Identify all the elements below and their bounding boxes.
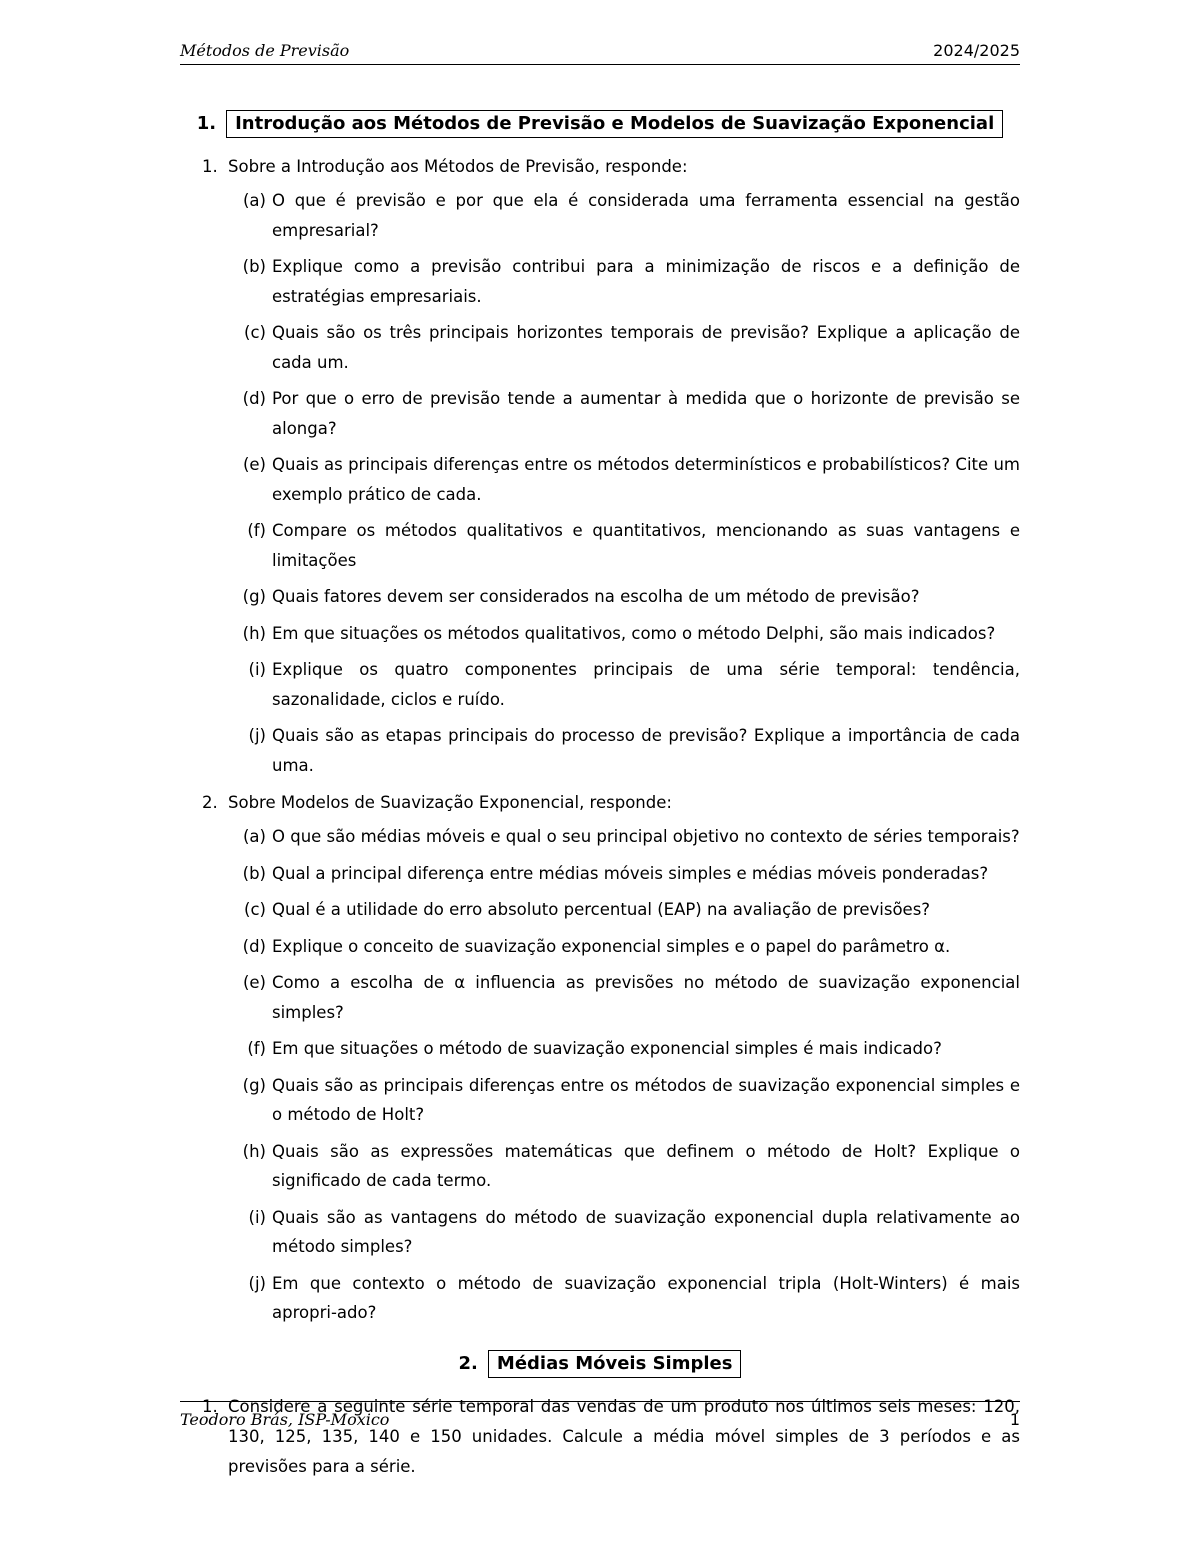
list-item <box>180 1137 1020 1196</box>
item-text: Em que situações os métodos qualitativos, como o método Delphi, são mais indicados? <box>272 623 996 643</box>
item-letter: (i) <box>248 660 266 679</box>
item-text: Em que contexto o método de suavização exponencial tripla (Holt-Winters) é mais apropri-ado? <box>272 1273 1020 1322</box>
item-text: O que é previsão e por que ela é considerada uma ferramenta essencial na gestão empresarial? <box>272 191 1020 240</box>
item-text: Por que o erro de previsão tende a aumentar à medida que o horizonte de previsão se alonga? <box>272 389 1020 438</box>
header-course-title: Métodos de Previsão <box>180 41 350 60</box>
list-item <box>180 186 1020 245</box>
section-2-title <box>180 1350 1020 1378</box>
item-text: Quais são as vantagens do método de suavização exponencial dupla relativamente ao método simples? <box>272 1207 1020 1256</box>
item-text: Explique o conceito de suavização exponencial simples e o papel do parâmetro α. <box>272 936 951 956</box>
question-1-1-items <box>180 186 1020 780</box>
section-1-number: 1. <box>196 113 217 134</box>
item-letter: (b) <box>242 863 266 883</box>
item-text: Quais são as expressões matemáticas que definem o método de Holt? Explique o significado de cada termo. <box>272 1141 1020 1190</box>
list-item <box>180 619 1020 649</box>
item-letter: (j) <box>248 1273 266 1293</box>
question-1-2 <box>180 788 1020 818</box>
section-1-heading: Introdução aos Métodos de Previsão e Modelos de Suavização Exponencial <box>226 110 1003 138</box>
item-letter: (f) <box>247 521 266 540</box>
section-1-title <box>180 110 1020 138</box>
question-number: 1. <box>202 157 218 176</box>
list-item <box>180 384 1020 443</box>
item-letter: (i) <box>248 1207 266 1227</box>
section-2-number: 2. <box>458 1352 478 1374</box>
item-letter: (c) <box>244 323 266 342</box>
running-footer <box>180 1401 1020 1429</box>
list-item <box>180 1071 1020 1130</box>
list-item <box>180 968 1020 1027</box>
item-text: Quais são as etapas principais do processo de previsão? Explique a importância de cada uma. <box>272 726 1020 775</box>
list-item <box>180 1203 1020 1262</box>
header-academic-year: 2024/2025 <box>933 41 1020 60</box>
item-letter: (a) <box>243 191 266 210</box>
item-text: O que são médias móveis e qual o seu principal objetivo no contexto de séries temporais? <box>272 827 1020 846</box>
item-text: Quais são os três principais horizontes temporais de previsão? Explique a aplicação de cada um. <box>272 323 1020 372</box>
list-item <box>180 822 1020 852</box>
item-letter: (a) <box>243 827 266 846</box>
list-item <box>180 516 1020 575</box>
question-1-1 <box>180 152 1020 182</box>
list-item <box>180 721 1020 780</box>
item-text: Quais são as principais diferenças entre os métodos de suavização exponencial simples e o método de Holt? <box>272 1075 1020 1124</box>
list-item <box>180 1034 1020 1064</box>
question-number: 2. <box>202 793 218 812</box>
question-text: Considere a seguinte série temporal das vendas de um produto nos últimos seis meses: 120, 130, 125, 135, 140 e 150 unidades. Calcule a média móvel simples de 3 períodos e as previsões para a série. <box>228 1396 1020 1476</box>
section-2-heading: Médias Móveis Simples <box>488 1350 742 1378</box>
list-item <box>180 655 1020 714</box>
item-letter: (e) <box>242 973 266 992</box>
item-letter: (d) <box>242 389 266 408</box>
list-item <box>180 450 1020 509</box>
list-item <box>180 932 1020 962</box>
list-item <box>180 582 1020 612</box>
item-letter: (f) <box>247 1039 266 1058</box>
item-letter: (d) <box>242 936 266 956</box>
item-text: Quais fatores devem ser considerados na escolha de um método de previsão? <box>272 587 920 606</box>
question-number: 1. <box>202 1396 218 1416</box>
question-text: Sobre Modelos de Suavização Exponencial, responde: <box>228 793 672 812</box>
item-letter: (e) <box>242 455 266 474</box>
list-item <box>180 859 1020 889</box>
item-text: Compare os métodos qualitativos e quantitativos, mencionando as suas vantagens e limitações <box>272 521 1020 570</box>
item-letter: (g) <box>242 1075 266 1095</box>
item-text: Explique os quatro componentes principais de uma série temporal: tendência, sazonalidade, ciclos e ruído. <box>272 660 1020 709</box>
page-number: 1 <box>1009 1410 1020 1429</box>
item-letter: (h) <box>242 623 266 643</box>
list-item <box>180 318 1020 377</box>
item-text: Em que situações o método de suavização exponencial simples é mais indicado? <box>272 1039 942 1058</box>
list-item <box>180 252 1020 311</box>
question-text: Sobre a Introdução aos Métodos de Previsão, responde: <box>228 157 688 176</box>
item-text: Explique como a previsão contribui para a minimização de riscos e a definição de estratégias empresariais. <box>272 257 1020 306</box>
running-header <box>180 36 1020 65</box>
item-text: Qual é a utilidade do erro absoluto percentual (EAP) na avaliação de previsões? <box>272 900 931 919</box>
item-text: Como a escolha de α influencia as previsões no método de suavização exponencial simples? <box>272 973 1020 1022</box>
item-letter: (g) <box>242 587 266 606</box>
footer-author: Teodoro Brás, ISP-Moxico <box>180 1410 390 1429</box>
question-1-2-items <box>180 822 1020 1328</box>
item-letter: (h) <box>242 1141 266 1161</box>
page-content <box>180 110 1020 1482</box>
list-item <box>180 1269 1020 1328</box>
item-letter: (b) <box>242 257 266 276</box>
item-letter: (c) <box>244 900 266 919</box>
list-item <box>180 895 1020 925</box>
item-letter: (j) <box>248 726 266 745</box>
item-text: Qual a principal diferença entre médias móveis simples e médias móveis ponderadas? <box>272 863 989 883</box>
item-text: Quais as principais diferenças entre os métodos determinísticos e probabilísticos? Cite um exemplo prático de cada. <box>272 455 1020 504</box>
